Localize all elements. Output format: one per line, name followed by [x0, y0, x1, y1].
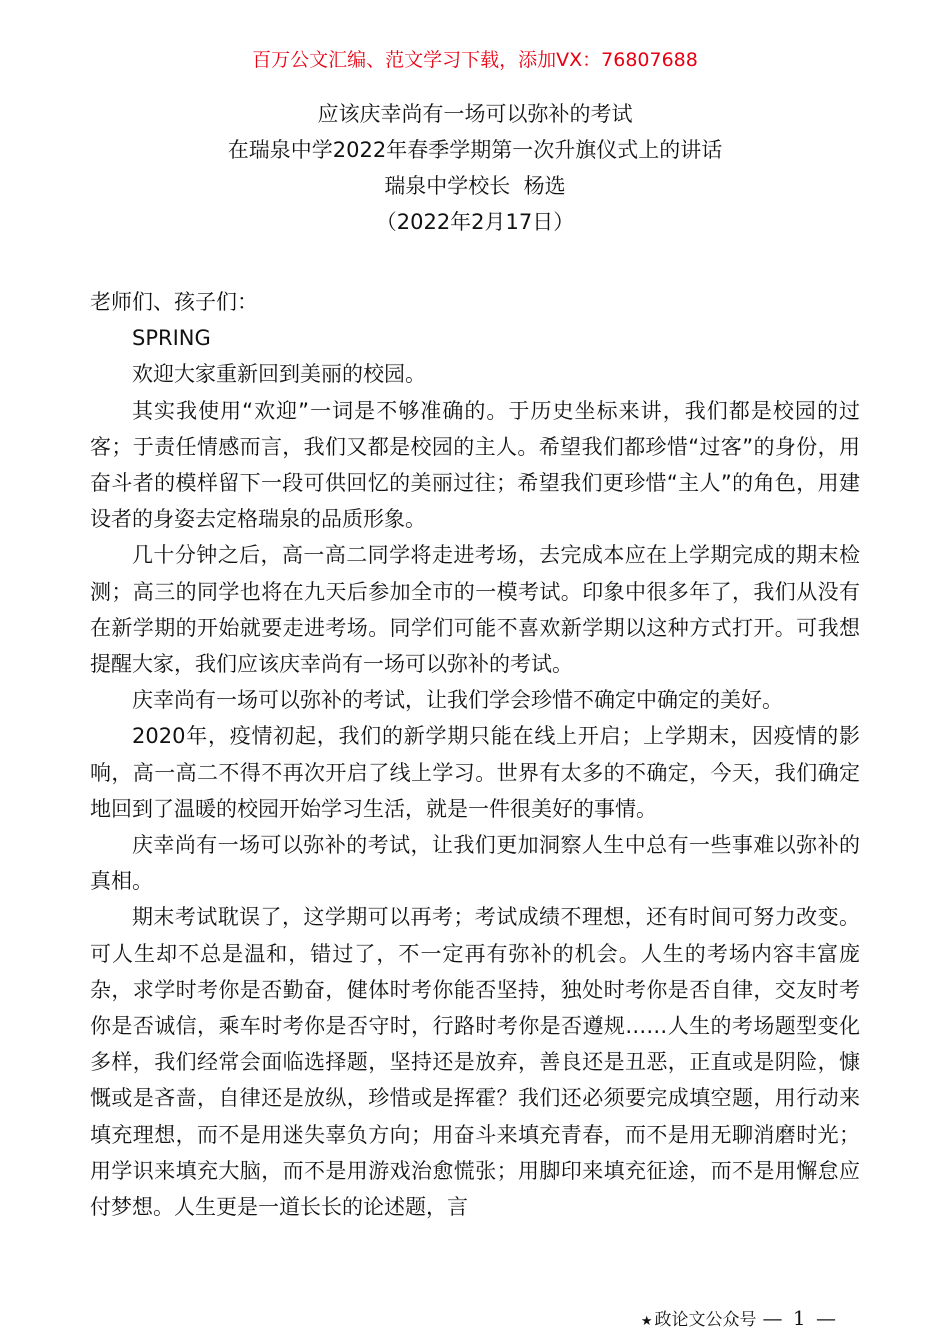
paragraph: 庆幸尚有一场可以弥补的考试，让我们更加洞察人生中总有一些事难以弥补的真相。 — [90, 833, 860, 894]
paragraph: 期末考试耽误了，这学期可以再考；考试成绩不理想，还有时间可努力改变。可人生却不总是温和，错过了，不一定再有弥补的机会。人生的考场内容丰富庞杂，求学时考你是否勤奋，健体时考你能否坚持，独处时考你是否自律，交友时考你是否诚信，乘车时考你是否守时，行路时考你是否遵规……人生的考场题型变化多样，我们经常会面临选择题，坚持还是放弃，善良还是丑恶，正直或是阴险，慷慨或是吝啬，自律还是放纵，珍惜或是挥霍？我们还必须要完成填空题，用行动来填充理想，而不是用迷失辜负方向；用奋斗来填充青春，而不是用无聊消磨时光；用学识来填充大脑，而不是用游戏治愈慌张；用脚印来填充征途，而不是用懈怠应付梦想。人生更是一道长长的论述题，言 — [90, 905, 860, 1220]
date-line: （2022年2月17日） — [375, 210, 575, 234]
speech-body — [90, 284, 860, 1225]
star-icon: ★ — [640, 1314, 653, 1329]
footer-source: 政论文公众号 — [654, 1310, 757, 1330]
document-title: 应该庆幸尚有一场可以弥补的考试 — [317, 102, 633, 126]
document-subtitle: 在瑞泉中学2022年春季学期第一次升旗仪式上的讲话 — [227, 138, 723, 162]
paragraph: 2020年，疫情初起，我们的新学期只能在线上开启；上学期末，因疫情的影响，高一高二不得不再次开启了线上学习。世界有太多的不确定，今天，我们确定地回到了温暖的校园开始学习生活，就是一件很美好的事情。 — [90, 724, 860, 821]
paragraph: 庆幸尚有一场可以弥补的考试，让我们学会珍惜不确定中确定的美好。 — [132, 688, 783, 713]
paragraph: 其实我使用“欢迎”一词是不够准确的。于历史坐标来讲，我们都是校园的过客；于责任情感而言，我们又都是校园的主人。希望我们都珍惜“过客”的身份，用奋斗者的模样留下一段可供回忆的美丽过往；希望我们更珍惜“主人”的角色，用建设者的身姿去定格瑞泉的品质形象。 — [90, 398, 860, 532]
paragraph: 几十分钟之后，高一高二同学将走进考场，去完成本应在上学期完成的期末检测；高三的同学也将在九天后参加全市的一模考试。印象中很多年了，我们从没有在新学期的开始就要走进考场。同学们可能不喜欢新学期以这种方式打开。可我想提醒大家，我们应该庆幸尚有一场可以弥补的考试。 — [90, 543, 860, 677]
promo-banner: 百万公文汇编、范文学习下载，添加VX：76807688 — [252, 49, 698, 71]
title-block — [0, 96, 950, 240]
salutation: 老师们、孩子们： — [90, 290, 258, 314]
page-number: — 1 — — [762, 1306, 838, 1330]
author-line: 瑞泉中学校长 杨选 — [384, 174, 566, 198]
paragraph: SPRING — [132, 326, 211, 351]
paragraph: 欢迎大家重新回到美丽的校园。 — [132, 362, 426, 387]
page-footer — [641, 1306, 838, 1334]
